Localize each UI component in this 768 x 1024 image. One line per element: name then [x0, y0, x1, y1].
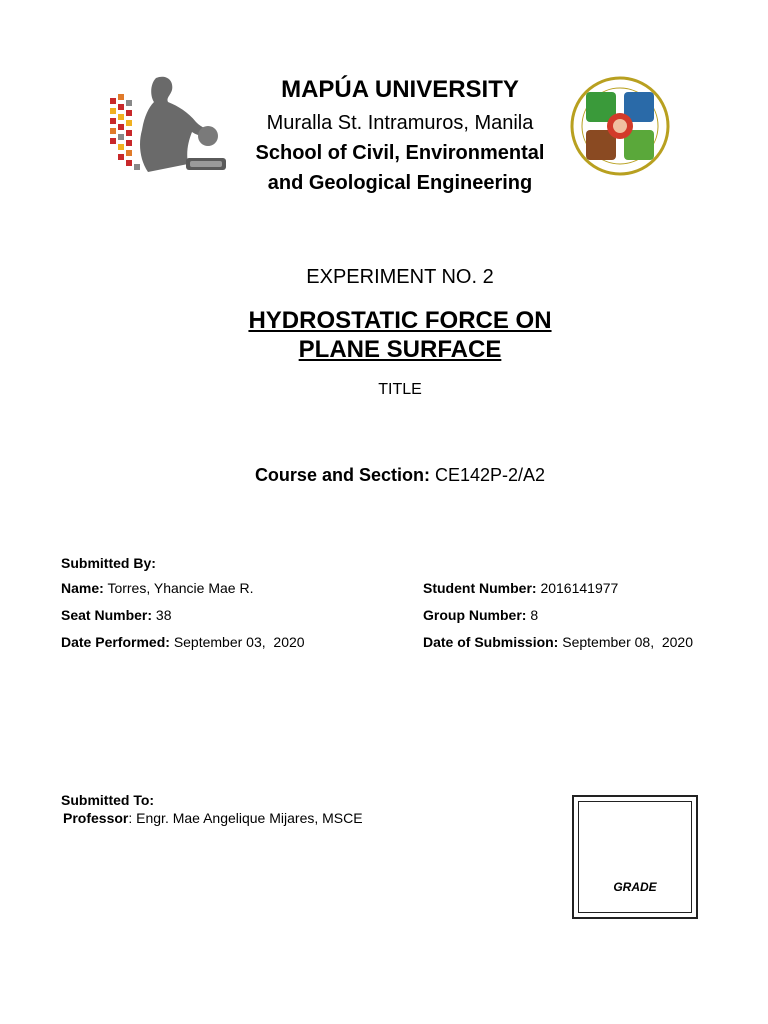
- submitted-by-heading: [61, 555, 156, 571]
- student-number-label: Student Number:: [423, 580, 537, 596]
- submitted-to-label: Submitted To:: [61, 792, 155, 808]
- grade-label: GRADE: [613, 880, 657, 894]
- seat-row: [61, 607, 172, 623]
- department-line-2: and Geological Engineering: [267, 172, 533, 194]
- professor-row: [63, 810, 363, 826]
- student-number-row: [423, 580, 618, 596]
- experiment-number: EXPERIMENT NO. 2: [306, 266, 494, 288]
- group-number-value: 8: [530, 607, 539, 623]
- group-number-row: [423, 607, 538, 623]
- grade-box: [572, 795, 698, 919]
- university-address: Muralla St. Intramuros, Manila: [266, 112, 534, 134]
- submitted-to-heading: [61, 792, 154, 808]
- date-performed-row: [61, 634, 305, 650]
- grade-box-inner: [578, 801, 692, 913]
- date-submission-row: [423, 634, 693, 650]
- experiment-title-line-1: HYDROSTATIC FORCE ON: [248, 307, 552, 334]
- experiment-title: [200, 306, 600, 364]
- date-performed-label: Date Performed:: [61, 634, 170, 650]
- course-value: CE142P-2/A2: [434, 465, 546, 485]
- submitted-by-label: Submitted By:: [61, 555, 156, 571]
- date-submission-label: Date of Submission:: [423, 634, 559, 650]
- seat-label: Seat Number:: [61, 607, 153, 623]
- name-label: Name:: [61, 580, 104, 596]
- seat-value: 38: [155, 607, 172, 623]
- course-section: [200, 465, 600, 486]
- student-number-value: 2016141977: [540, 580, 619, 596]
- professor-label: Professor: [63, 810, 129, 826]
- university-name: MAPÚA UNIVERSITY: [281, 76, 519, 103]
- professor-value: : Engr. Mae Angelique Mijares, MSCE: [128, 810, 363, 826]
- group-number-label: Group Number:: [423, 607, 527, 623]
- experiment-title-line-2: PLANE SURFACE: [298, 336, 502, 363]
- date-performed-value: September 03, 2020: [173, 634, 305, 650]
- department-line-1: School of Civil, Environmental: [255, 142, 545, 164]
- title-label: TITLE: [378, 381, 422, 398]
- date-submission-value: September 08, 2020: [562, 634, 694, 650]
- name-value: Torres, Yhancie Mae R.: [107, 580, 254, 596]
- name-row: [61, 580, 253, 596]
- course-label: Course and Section:: [254, 465, 430, 485]
